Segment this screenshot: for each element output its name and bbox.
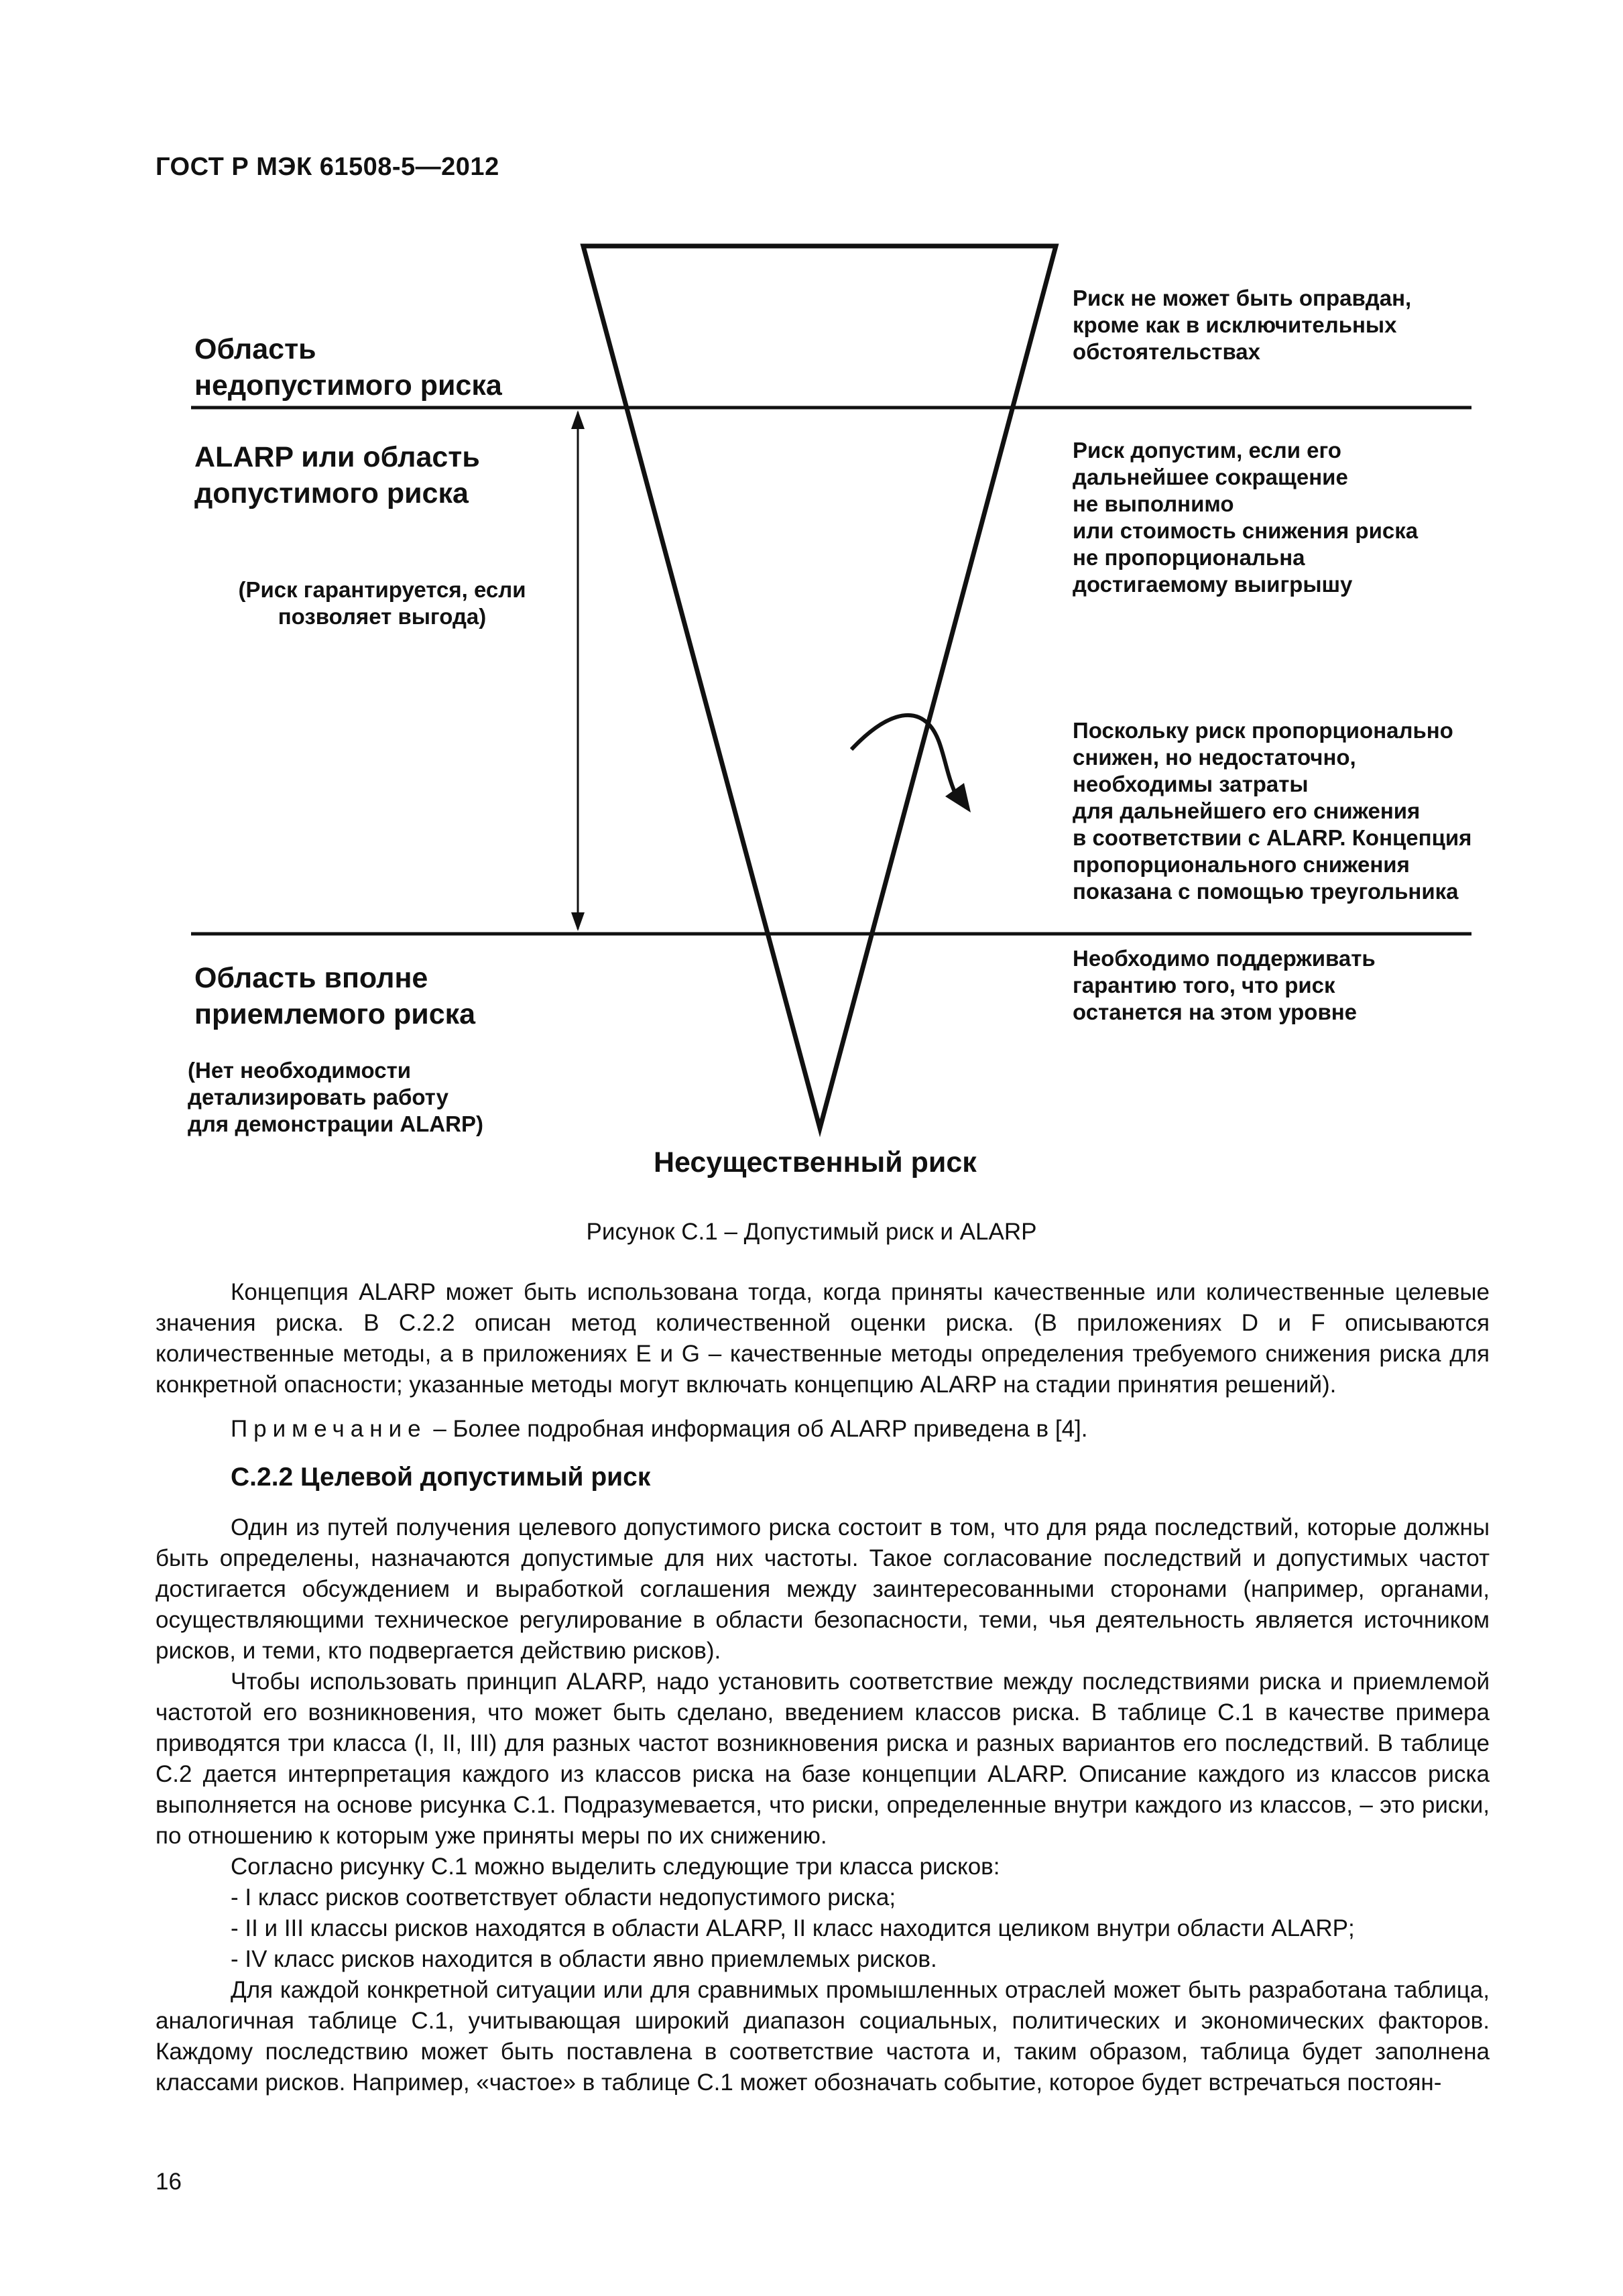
acceptable-note: Необходимо поддерживать гарантию того, что риск останется на этом уровне <box>1073 946 1376 1024</box>
section-title: С.2.2 Целевой допустимый риск <box>231 1463 651 1492</box>
alarp-note: Риск допустим, если его дальнейшее сокращение не выполнимо или стоимость снижения риска не пропорциональна достигаемому выигрышу <box>1073 438 1419 597</box>
paragraph-2: Один из путей получения целевого допустимого риска состоит в том, что для ряда последствий, которые должны быть определены, назначаются допустимые для них частоты. Такое согласование последствий и допустимых частот достигается обсуждением и выработкой соглашения между заинтересованными сторонами (например, органами, осуществляющими техническое регулирование в области безопасности, теми, чья деятельность является источником рисков, и теми, кто подвергается действию рисков). <box>156 1514 1490 1664</box>
document-header: ГОСТ Р МЭК 61508-5—2012 <box>156 153 499 181</box>
note-line <box>231 1416 1088 1443</box>
curved-arrow-head <box>945 783 971 812</box>
proportional-note: Поскольку риск пропорционально снижен, но недостаточно, необходимы затраты для дальнейшего его снижения в соответствии с ALARP. Концепция пропорционального снижения показана с помощью треугольника <box>1073 718 1472 904</box>
list-item: - IV класс рисков находится в области явно приемлемых рисков. <box>231 1946 937 1972</box>
alarp-region-label: ALARP или область допустимого риска <box>194 441 480 509</box>
curved-arrow <box>851 715 957 798</box>
risk-triangle <box>583 246 1056 1128</box>
paragraph-5: Для каждой конкретной ситуации или для сравнимых промышленных отраслей может быть разработана таблица, аналогичная таблице С.1, учитывающая широкий диапазон социальных, политических и экономических факторов. Каждому последствию может быть поставлена в соответствие частота и, таким образом, таблица будет заполнена классами рисков. Например, «частое» в таблице С.1 может обозначать событие, которое будет встречаться постоян- <box>156 1977 1490 2096</box>
note-label: Примечание <box>231 1416 427 1442</box>
list-item: - II и III классы рисков находятся в области ALARP, II класс находится целиком внутри области ALARP; <box>231 1915 1355 1941</box>
list-item: - I класс рисков соответствует области недопустимого риска; <box>231 1884 896 1911</box>
negligible-risk-label: Несущественный риск <box>654 1146 977 1179</box>
figure-caption: Рисунок С.1 – Допустимый риск и ALARP <box>586 1219 1037 1245</box>
paragraph-3: Чтобы использовать принцип ALARP, надо установить соответствие между последствиями риска и приемлемой частотой его возникновения, что может быть сделано, введением классов риска. В таблице С.1 в качестве примера приводятся три класса (I, II, III) для разных частот возникновения риска и разных вариантов его последствий. В таблице С.2 дается интерпретация каждого из классов риска на базе концепции ALARP. Описание каждого из классов риска выполняется на основе рисунка С.1. Подразумевается, что риски, определенные внутри каждого из классов, – это риски, по отношению к которым уже приняты меры по их снижению. <box>156 1669 1490 1849</box>
body-text-block <box>156 1512 1490 2098</box>
unacceptable-note: Риск не может быть оправдан, кроме как в исключительных обстоятельствах <box>1073 286 1412 364</box>
alarp-region-note: (Риск гарантируется, если позволяет выгода) <box>238 577 526 629</box>
acceptable-region-label: Область вполне приемлемого риска <box>194 962 476 1030</box>
acceptable-region-note: (Нет необходимости детализировать работу для демонстрации ALARP) <box>188 1058 483 1136</box>
page-number: 16 <box>156 2169 182 2195</box>
paragraph-4: Согласно рисунку С.1 можно выделить следующие три класса рисков: <box>231 1854 1000 1880</box>
note-text: – Более подробная информация об ALARP приведена в [4]. <box>426 1416 1088 1442</box>
unacceptable-region-label: Область недопустимого риска <box>194 333 502 402</box>
paragraph-1-block <box>156 1277 1490 1400</box>
paragraph-1: Концепция ALARP может быть использована тогда, когда приняты качественные или количественные целевые значения риска. В С.2.2 описан метод количественной оценки риска. (В приложениях D и F описываются количественные методы, а в приложениях E и G – качественные методы определения требуемого снижения риска для конкретной опасности; указанные методы могут включать концепцию ALARP на стадии принятия решений). <box>156 1279 1490 1398</box>
